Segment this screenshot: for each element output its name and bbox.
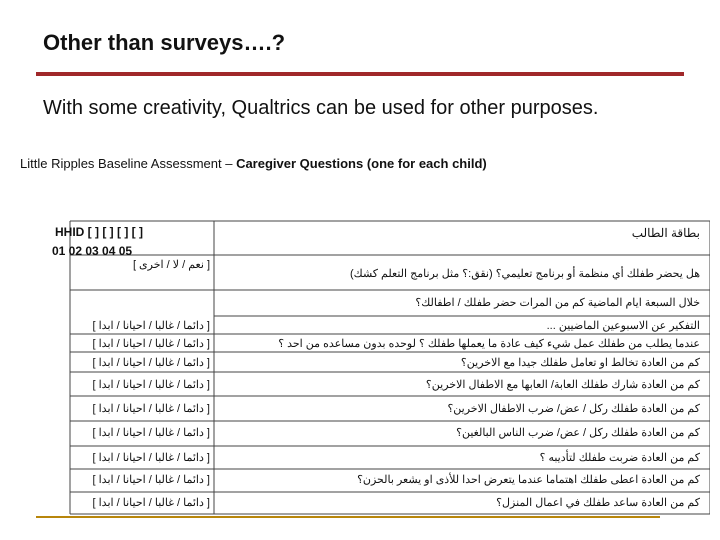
question-row: كم من العادة تخالط او تعامل طفلك جيدا مع الاخرين؟	[460, 357, 700, 369]
slide-body-text: With some creativity, Qualtrics can be used for other purposes.	[43, 97, 599, 119]
question-row: التفكير عن الاسبوعين الماضيين ...	[546, 320, 700, 332]
answer-options: [ دائما / غالبا / احيانا / ابدا ]	[92, 474, 210, 486]
document-title-bold: Caregiver Questions (one for each child)	[236, 156, 487, 171]
document-title-prefix: Little Ripples Baseline Assessment –	[20, 156, 237, 171]
slide-title: Other than surveys….?	[43, 30, 286, 55]
question-row: كم من العادة ضربت طفلك لتأديبه ؟	[539, 452, 700, 464]
answer-options: [ دائما / غالبا / احيانا / ابدا ]	[92, 452, 210, 464]
footer-divider	[36, 516, 660, 518]
question-row: خلال السبعة ايام الماضية كم من المرات حضر طفلك / اطفالك؟	[415, 297, 700, 309]
answer-options: [ دائما / غالبا / احيانا / ابدا ]	[92, 403, 210, 415]
question-row: هل يحضر طفلك أي منظمة أو برنامج تعليمي؟ (نقق:؟ مثل برنامج التعلم كشك)	[350, 268, 700, 280]
answer-options: [ دائما / غالبا / احيانا / ابدا ]	[92, 357, 210, 369]
title-divider	[36, 72, 684, 76]
question-row: كم من العادة اعطى طفلك اهتماما عندما يتعرض احدا للأذى او يشعر بالحزن؟	[357, 474, 700, 486]
hhid-label: HHID [ ] [ ] [ ] [ ]	[55, 225, 143, 239]
answer-options: [ دائما / غالبا / احيانا / ابدا ]	[92, 320, 210, 332]
answer-options: [ دائما / غالبا / احيانا / ابدا ]	[92, 379, 210, 391]
answer-options: [ دائما / غالبا / احيانا / ابدا ]	[92, 338, 210, 350]
question-row: كم من العادة طفلك ركل / عض/ ضرب الناس البالغين؟	[456, 427, 700, 439]
answer-options: [ نعم / لا / اخرى ]	[132, 259, 210, 271]
question-row: كم من العادة ساعد طفلك في اعمال المنزل؟	[496, 497, 700, 509]
question-row: كم من العادة طفلك ركل / عض/ ضرب الاطفال الاخرين؟	[447, 403, 700, 415]
hhid-numbers: 01 02 03 04 05	[52, 244, 133, 258]
answer-options: [ دائما / غالبا / احيانا / ابدا ]	[92, 427, 210, 439]
question-row: كم من العادة شارك طفلك العابة/ العابها مع الاطفال الاخرين؟	[425, 379, 700, 391]
student-card-header: بطاقة الطالب	[631, 226, 700, 240]
answer-options: [ دائما / غالبا / احيانا / ابدا ]	[92, 497, 210, 509]
caregiver-questionnaire	[20, 156, 710, 531]
question-row: عندما يطلب من طفلك عمل شيء كيف عادة ما يعملها طفلك ؟ لوحده بدون مساعده من احد ؟	[278, 338, 700, 350]
